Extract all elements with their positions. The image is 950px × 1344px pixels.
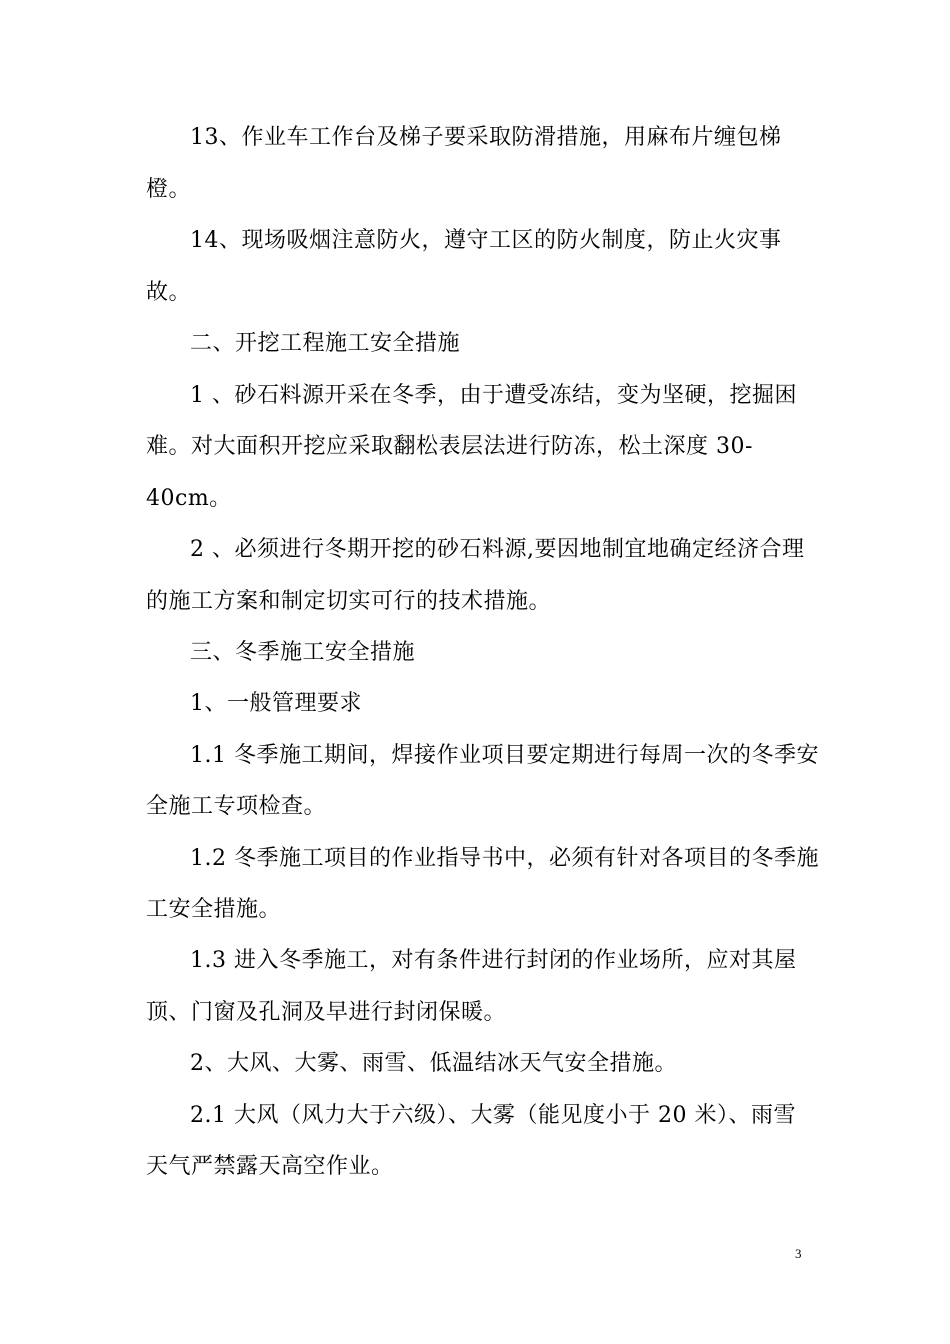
text-line-excavation-2-cont: 的施工方案和制定切实可行的技术措施。 <box>146 589 552 614</box>
text-line-1-1: 1.1 冬季施工期间，焊接作业项目要定期进行每周一次的冬季安 <box>190 743 819 768</box>
text-line-2-1-cont: 天气严禁露天高空作业。 <box>146 1154 394 1179</box>
text-line-excavation-2: 2 、必须进行冬期开挖的砂石料源,要因地制宜地确定经济合理 <box>190 537 805 562</box>
text-line-item-13-cont: 橙。 <box>146 177 192 202</box>
text-line-1-1-cont: 全施工专项检查。 <box>146 794 327 819</box>
text-line-1-2-cont: 工安全措施。 <box>146 897 282 922</box>
text-line-excavation-1: 1 、砂石料源开采在冬季，由于遭受冻结，变为坚硬，挖掘困 <box>190 383 797 408</box>
text-line-2-1: 2.1 大风（风力大于六级）、大雾（能见度小于 20 米）、雨雪 <box>190 1103 796 1128</box>
section-heading-excavation: 二、开挖工程施工安全措施 <box>190 331 461 356</box>
text-line-1-2: 1.2 冬季施工项目的作业指导书中，必须有针对各项目的冬季施 <box>190 846 819 871</box>
subheading-weather-measures: 2、大风、大雾、雨雪、低温结冰天气安全措施。 <box>190 1051 677 1076</box>
page-number: 3 <box>795 1246 802 1261</box>
text-line-item-14-cont: 故。 <box>146 280 192 305</box>
text-line-item-13: 13、作业车工作台及梯子要采取防滑措施，用麻布片缠包梯 <box>190 125 782 150</box>
subheading-general-requirements: 1、一般管理要求 <box>190 691 362 716</box>
text-line-1-3: 1.3 进入冬季施工，对有条件进行封闭的作业场所，应对其屋 <box>190 948 797 973</box>
text-line-excavation-1-cont2: 40cm。 <box>146 486 232 511</box>
text-line-1-3-cont: 顶、门窗及孔洞及早进行封闭保暖。 <box>146 1000 507 1025</box>
section-heading-winter: 三、冬季施工安全措施 <box>190 640 416 665</box>
text-line-excavation-1-cont: 难。对大面积开挖应采取翻松表层法进行防冻，松土深度 30- <box>146 434 753 459</box>
text-line-item-14: 14、现场吸烟注意防火，遵守工区的防火制度，防止火灾事 <box>190 228 782 253</box>
